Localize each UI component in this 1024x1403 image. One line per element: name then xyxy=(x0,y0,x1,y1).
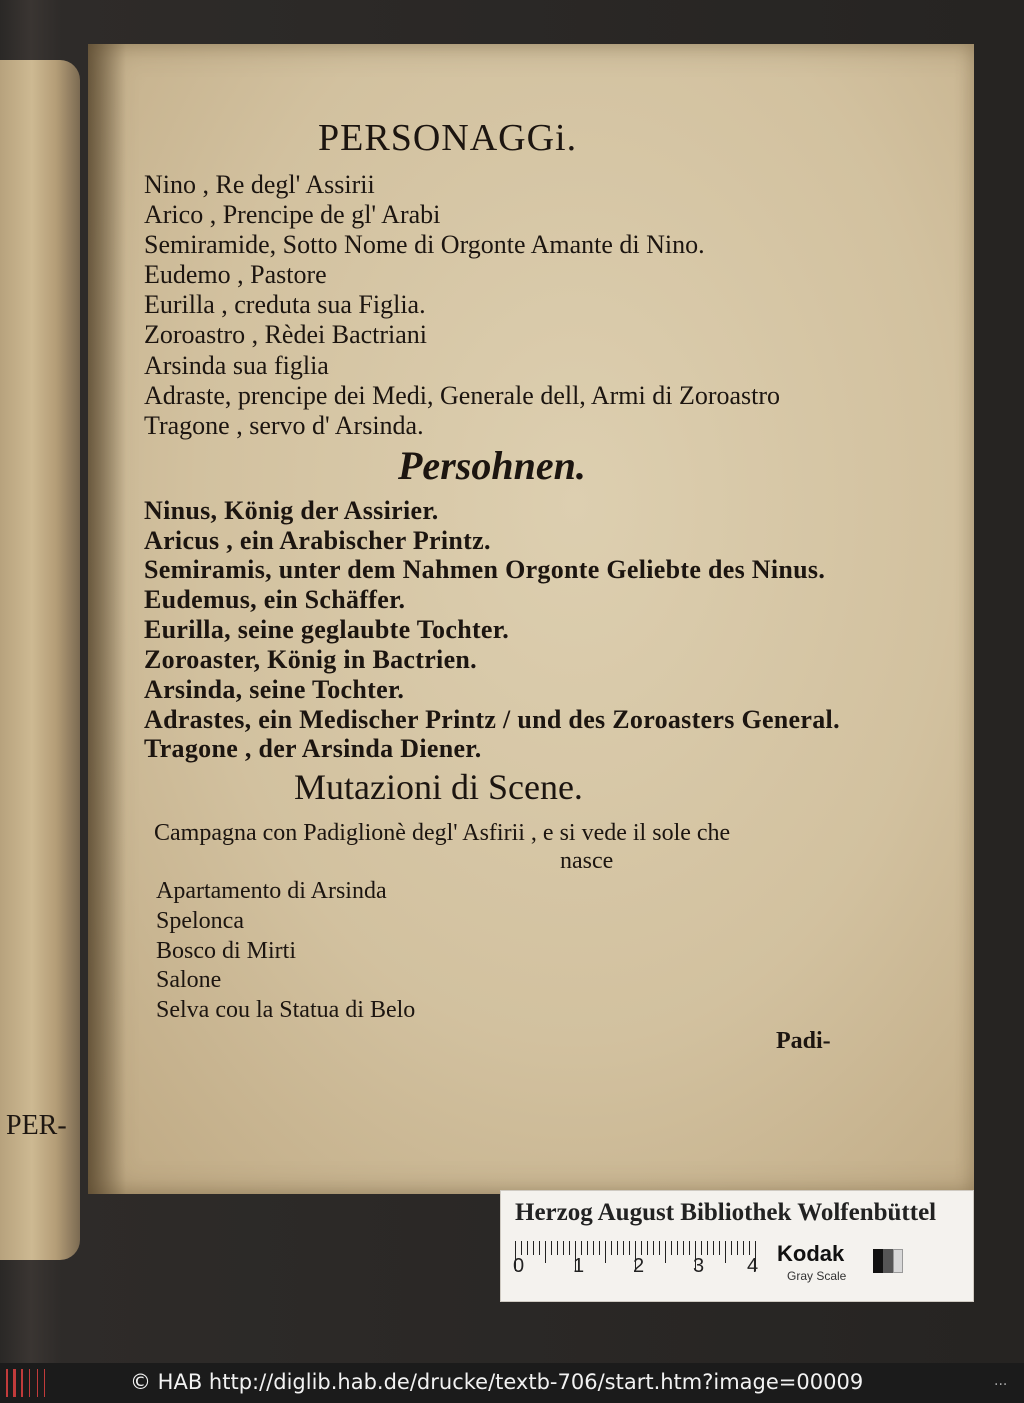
ruler-tick xyxy=(653,1241,654,1255)
scene-item: Bosco di Mirti xyxy=(156,938,297,964)
ruler-tick xyxy=(617,1241,618,1255)
cast-line-de: Semiramis, unter dem Nahmen Orgonte Geliebte des Ninus. xyxy=(144,555,826,584)
ruler-tick xyxy=(725,1241,726,1263)
cast-line-de: Eudemus, ein Schäffer. xyxy=(144,585,406,614)
cast-line-it: Eurilla , creduta sua Figlia. xyxy=(144,290,426,319)
cast-line-de: Ninus, König der Assirier. xyxy=(144,496,439,525)
ruler-tick xyxy=(563,1241,564,1255)
ruler-tick xyxy=(689,1241,690,1255)
heading-persohnen: Persohnen. xyxy=(398,443,586,488)
ruler-tick xyxy=(533,1241,534,1255)
kodak-logo: Kodak xyxy=(777,1241,845,1266)
ruler-tick xyxy=(569,1241,570,1255)
ruler-tick xyxy=(701,1241,702,1255)
cast-line-de: Aricus , ein Arabischer Printz. xyxy=(144,526,491,555)
ruler-tick xyxy=(611,1241,612,1255)
cast-line-de: Tragone , der Arsinda Diener. xyxy=(144,734,482,763)
copyright-url[interactable]: © HAB http://diglib.hab.de/drucke/textb-706/start.htm?image=00009 xyxy=(130,1370,864,1394)
scene-item: Apartamento di Arsinda xyxy=(156,878,387,904)
ruler-tick xyxy=(749,1241,750,1255)
ruler-tick xyxy=(521,1241,522,1255)
gray-swatch-black xyxy=(873,1249,883,1273)
ruler-tick xyxy=(647,1241,648,1255)
ruler-number: 2 xyxy=(633,1255,645,1277)
barcode-bar xyxy=(21,1369,23,1397)
barcode-bar xyxy=(44,1369,45,1397)
barcode-bar xyxy=(13,1369,16,1397)
facing-page xyxy=(0,60,80,1260)
ruler-tick xyxy=(551,1241,552,1255)
book-page xyxy=(88,44,974,1194)
ruler-tick xyxy=(623,1241,624,1255)
cast-line-it: Tragone , servo d' Arsinda. xyxy=(144,411,424,440)
ruler-tick xyxy=(605,1241,606,1263)
ruler-tick xyxy=(731,1241,732,1255)
cast-line-it: Semiramide, Sotto Nome di Orgonte Amante di Nino. xyxy=(144,230,705,259)
viewer-footer xyxy=(0,1363,1024,1403)
ruler-tick xyxy=(707,1241,708,1255)
ruler-tick xyxy=(545,1241,546,1263)
scene-item: Selva cou la Statua di Belo xyxy=(156,997,416,1023)
ruler-tick xyxy=(629,1241,630,1255)
ruler-tick xyxy=(587,1241,588,1255)
ruler-tick xyxy=(713,1241,714,1255)
ruler-number: 4 xyxy=(747,1255,759,1277)
barcode-bar xyxy=(6,1369,8,1397)
barcode-icon xyxy=(6,1369,50,1397)
ruler-tick xyxy=(683,1241,684,1255)
page-catchword: Padi- xyxy=(776,1028,831,1054)
cast-line-de: Adrastes, ein Medischer Printz / und des Zoroasters General. xyxy=(144,705,840,734)
cast-line-it: Arsinda sua figlia xyxy=(144,351,329,380)
cast-line-de: Zoroaster, König in Bactrien. xyxy=(144,645,477,674)
heading-personaggi: PERSONAGGi. xyxy=(318,117,578,159)
ruler-tick xyxy=(539,1241,540,1255)
facing-page-catchword: PER- xyxy=(6,1110,67,1141)
cast-line-it: Nino , Re degl' Assirii xyxy=(144,170,375,199)
cast-line-it: Arico , Prencipe de gl' Arabi xyxy=(144,200,441,229)
scene-item: Salone xyxy=(156,967,222,993)
ruler-tick xyxy=(581,1241,582,1255)
ruler-tick xyxy=(557,1241,558,1255)
scene-item: Spelonca xyxy=(156,908,244,934)
ruler-tick xyxy=(719,1241,720,1255)
gray-swatch-dark xyxy=(883,1249,893,1273)
ruler-tick xyxy=(737,1241,738,1255)
ruler-tick xyxy=(641,1241,642,1255)
barcode-bar xyxy=(37,1369,38,1397)
ruler-tick xyxy=(743,1241,744,1255)
ruler-tick xyxy=(593,1241,594,1255)
gray-swatch-light xyxy=(893,1249,903,1273)
library-name: Herzog August Bibliothek Wolfenbüttel xyxy=(515,1199,937,1226)
ruler-tick xyxy=(527,1241,528,1255)
gray-scale-label: Gray Scale xyxy=(787,1269,847,1283)
more-options-icon[interactable]: ... xyxy=(994,1373,1008,1389)
ruler-number: 0 xyxy=(513,1255,525,1277)
ruler-number: 1 xyxy=(573,1255,585,1277)
cast-line-it: Eudemo , Pastore xyxy=(144,260,327,289)
heading-mutazioni: Mutazioni di Scene. xyxy=(294,767,583,807)
ruler-number: 3 xyxy=(693,1255,705,1277)
cast-line-it: Zoroastro , Rèdei Bactriani xyxy=(144,320,428,349)
color-target-card xyxy=(500,1190,974,1302)
cast-line-it: Adraste, prencipe dei Medi, Generale dell, Armi di Zoroastro xyxy=(144,381,781,410)
barcode-bar xyxy=(29,1369,30,1397)
ruler-tick xyxy=(677,1241,678,1255)
ruler-tick xyxy=(671,1241,672,1255)
cast-line-de: Arsinda, seine Tochter. xyxy=(144,675,405,704)
ruler-tick xyxy=(659,1241,660,1255)
scene-intro-continued: nasce xyxy=(560,848,614,874)
cast-line-de: Eurilla, seine geglaubte Tochter. xyxy=(144,615,510,644)
scene-intro: Campagna con Padiglionè degl' Asfirii , e si vede il sole che xyxy=(154,820,731,846)
ruler-tick xyxy=(665,1241,666,1263)
ruler-tick xyxy=(599,1241,600,1255)
